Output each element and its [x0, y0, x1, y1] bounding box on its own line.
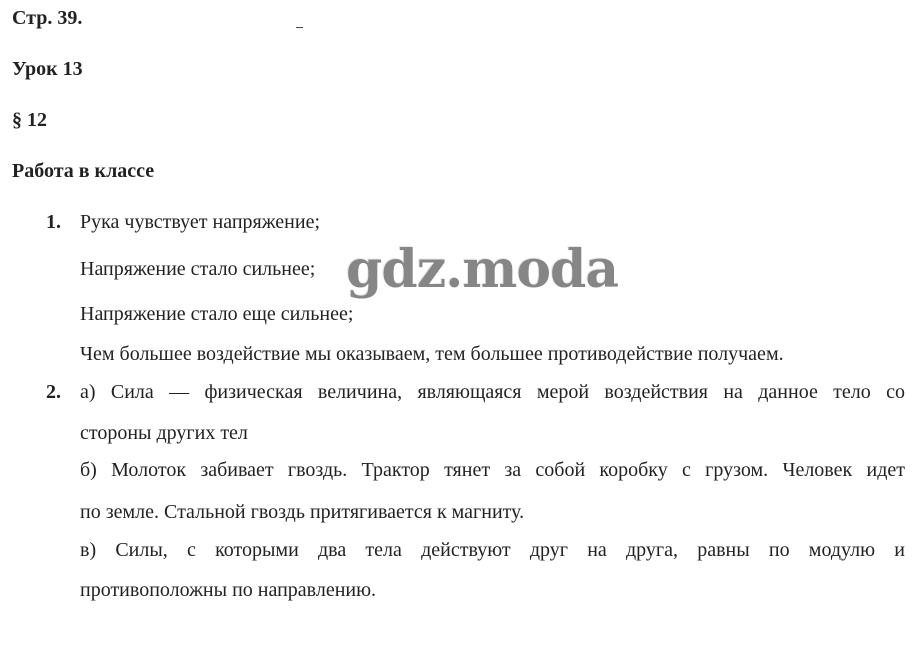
paragraph-number: § 12 [12, 109, 47, 131]
stray-dash-mark [296, 27, 303, 28]
page-reference: Стр. 39. [12, 7, 83, 29]
answer-line: Чем большее воздействие мы оказываем, тем большее противодействие получаем. [80, 343, 784, 365]
answer-line: по земле. Стальной гвоздь притягивается к магниту. [80, 501, 525, 523]
answer-line: а) Сила — физическая величина, являющаяся мерой воздействия на данное тело со [80, 381, 905, 403]
answer-line: Рука чувствует напряжение; [80, 211, 321, 233]
answer-line: стороны других тел [80, 422, 248, 444]
section-title: Работа в классе [12, 160, 155, 182]
item-number: 1. [46, 211, 61, 233]
answer-line: противоположны по направлению. [80, 579, 377, 601]
item-number: 2. [46, 381, 61, 403]
site-watermark: gdz.moda [346, 239, 619, 300]
answer-line: в) Силы, с которыми два тела действуют друг на друга, равны по модулю и [80, 539, 905, 561]
lesson-title: Урок 13 [12, 58, 83, 80]
answer-line: б) Молоток забивает гвоздь. Трактор тянет за собой коробку с грузом. Человек идет [80, 459, 905, 481]
answer-line: Напряжение стало сильнее; [80, 258, 316, 280]
answer-line: Напряжение стало еще сильнее; [80, 303, 354, 325]
